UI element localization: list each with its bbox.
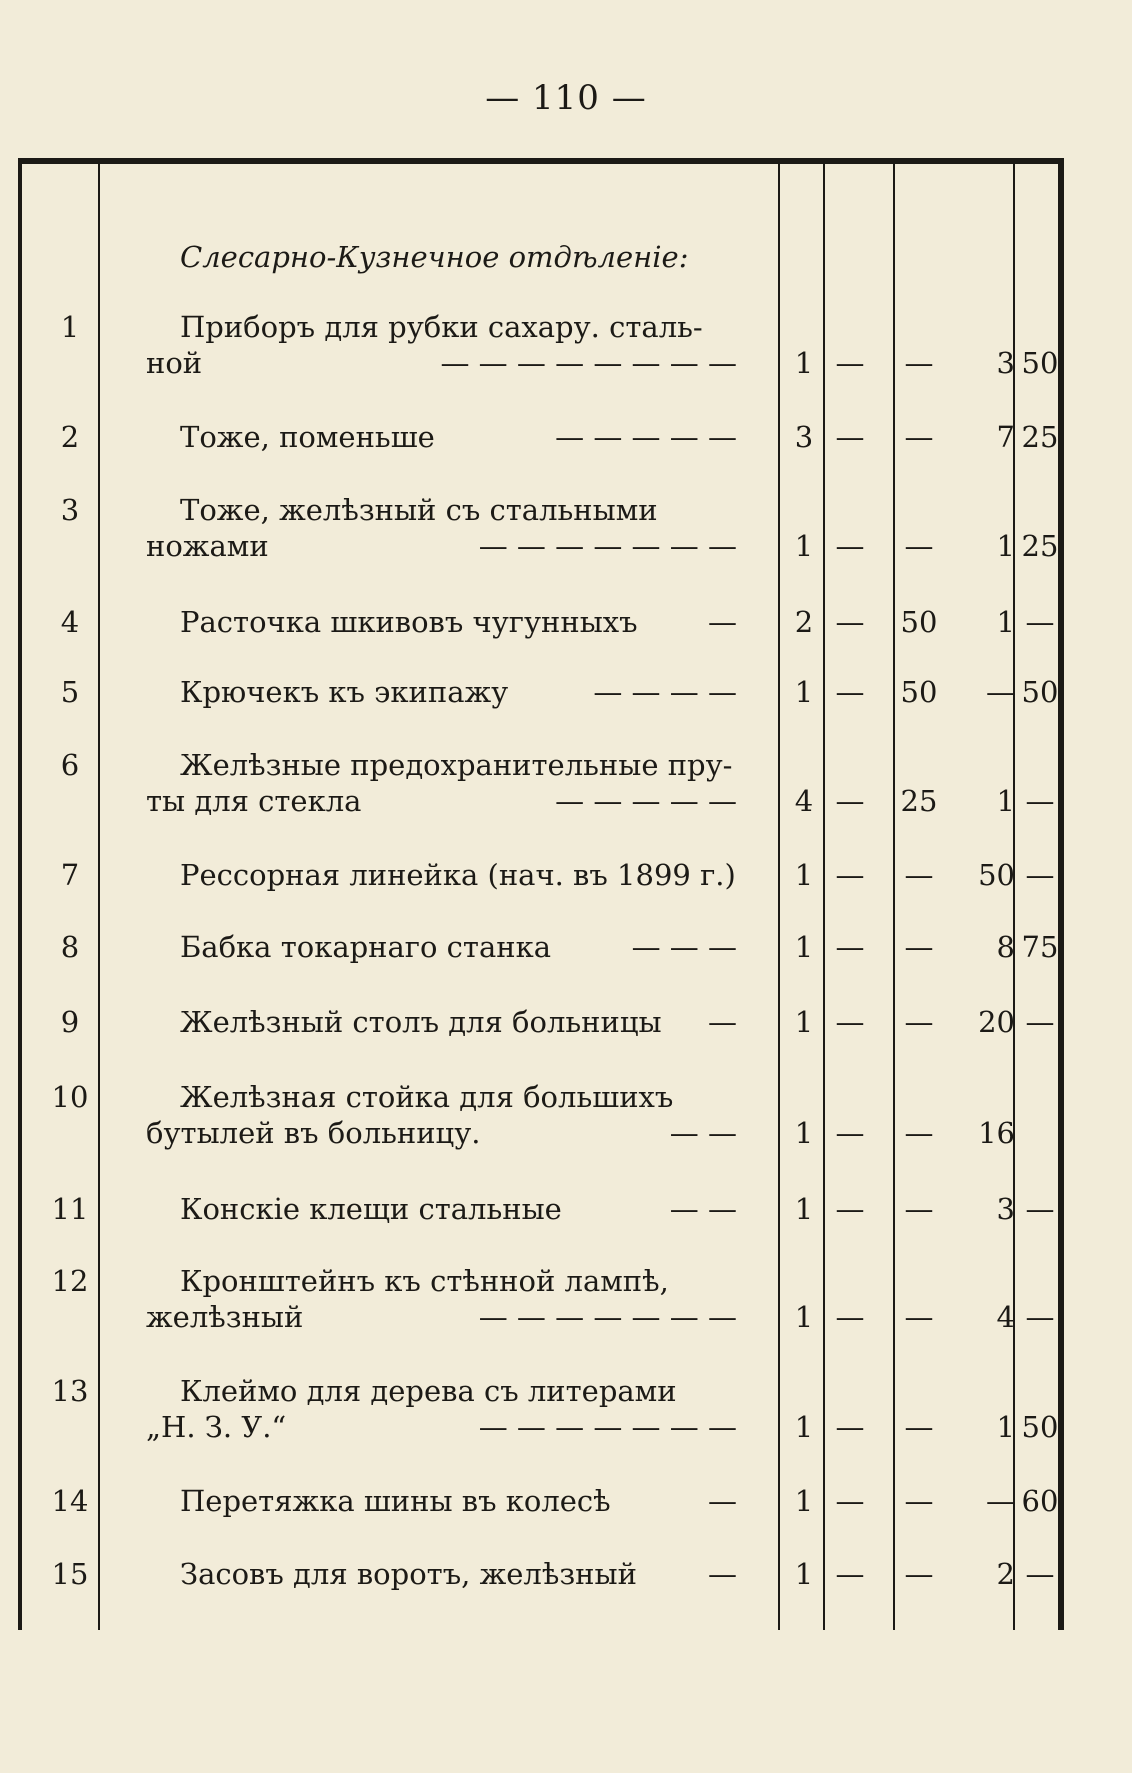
column-a-value: — <box>835 930 865 964</box>
column-c-value: 8 <box>996 930 1015 964</box>
column-c-value: 3 <box>996 346 1015 380</box>
leader-dashes: — — — — — <box>555 784 737 818</box>
column-c-value: 1 <box>996 605 1015 639</box>
item-description: Рессорная линейка (нач. въ 1899 г.) <box>180 858 736 892</box>
quantity-value: 4 <box>794 784 814 818</box>
leader-dashes: — — — — — — — <box>478 1300 737 1334</box>
item-description: Кронштейнъ къ стѣнной лампѣ, <box>180 1264 669 1298</box>
row-number: 12 <box>51 1264 89 1298</box>
row-number: 2 <box>60 420 80 454</box>
column-a-value: — <box>835 420 865 454</box>
quantity-value: 1 <box>794 1410 814 1444</box>
item-description: Расточка шкивовъ чугунныхъ <box>180 605 638 639</box>
column-c-value: 1 <box>996 1410 1015 1444</box>
row-number: 15 <box>51 1557 89 1591</box>
item-description-cont: ножами <box>146 529 269 563</box>
column-c-value: 20 <box>978 1005 1015 1039</box>
quantity-value: 1 <box>794 1005 814 1039</box>
column-c-value: — <box>986 1484 1015 1518</box>
table-row <box>0 310 1132 380</box>
column-c-value: 4 <box>996 1300 1015 1334</box>
table-row <box>0 930 1132 1000</box>
item-description: Желѣзная стойка для большихъ <box>180 1080 674 1114</box>
quantity-value: 1 <box>794 675 814 709</box>
quantity-value: 3 <box>794 420 814 454</box>
item-description: Засовъ для воротъ, желѣзный <box>180 1557 637 1591</box>
item-description: Перетяжка шины въ колесѣ <box>180 1484 611 1518</box>
column-d-value: — <box>1025 858 1055 892</box>
table-row <box>0 675 1132 745</box>
quantity-value: 1 <box>794 1300 814 1334</box>
column-a-value: — <box>835 1484 865 1518</box>
column-b-value: — <box>904 529 934 563</box>
item-description: Клеймо для дерева съ литерами <box>180 1374 677 1408</box>
column-a-value: — <box>835 1300 865 1334</box>
table-row <box>0 1374 1132 1444</box>
column-a-value: — <box>835 605 865 639</box>
leader-dashes: — — <box>669 1116 737 1150</box>
column-d-value: 25 <box>1021 529 1059 563</box>
column-d-value: — <box>1025 1557 1055 1591</box>
leader-dashes: — — — <box>631 930 737 964</box>
leader-dashes: — — — — — — — — <box>440 346 737 380</box>
quantity-value: 1 <box>794 1484 814 1518</box>
table-row <box>0 748 1132 818</box>
quantity-value: 1 <box>794 529 814 563</box>
column-d-value: — <box>1025 1300 1055 1334</box>
column-b-value: — <box>904 930 934 964</box>
item-description: Конскіе клещи стальные <box>180 1192 562 1226</box>
item-description: Желѣзный столъ для больницы <box>180 1005 662 1039</box>
table-row <box>0 420 1132 490</box>
column-c-value: — <box>986 675 1015 709</box>
row-number: 8 <box>60 930 80 964</box>
column-b-value: — <box>904 1300 934 1334</box>
quantity-value: 1 <box>794 858 814 892</box>
column-a-value: — <box>835 1557 865 1591</box>
column-d-value: 25 <box>1021 420 1059 454</box>
quantity-value: 1 <box>794 1116 814 1150</box>
column-b-value: — <box>904 1116 934 1150</box>
item-description: Крючекъ къ экипажу <box>180 675 509 709</box>
column-d-value: 75 <box>1021 930 1059 964</box>
column-b-value: 25 <box>900 784 938 818</box>
row-number: 4 <box>60 605 80 639</box>
column-a-value: — <box>835 1116 865 1150</box>
column-d-value: 50 <box>1021 675 1059 709</box>
row-number: 1 <box>60 310 80 344</box>
quantity-value: 1 <box>794 1557 814 1591</box>
row-number: 5 <box>60 675 80 709</box>
table-row <box>0 858 1132 928</box>
table-row <box>0 1192 1132 1262</box>
item-description: Желѣзные предохранительные пру- <box>180 748 733 782</box>
column-c-value: 7 <box>996 420 1015 454</box>
leader-dashes: — — — — — — — <box>478 529 737 563</box>
quantity-value: 1 <box>794 930 814 964</box>
column-d-value: — <box>1025 605 1055 639</box>
item-description: Приборъ для рубки сахару. сталь- <box>180 310 703 344</box>
item-description-cont: ты для стекла <box>146 784 362 818</box>
column-b-value: — <box>904 1192 934 1226</box>
section-heading: Слесарно-Кузнечное отдѣленіе: <box>180 240 689 274</box>
column-b-value: — <box>904 1484 934 1518</box>
column-a-value: — <box>835 675 865 709</box>
quantity-value: 2 <box>794 605 814 639</box>
column-c-value: 16 <box>978 1116 1015 1150</box>
item-description-cont: „Н. З. У.“ <box>146 1410 287 1444</box>
column-d-value: — <box>1025 1192 1055 1226</box>
column-d-value: 50 <box>1021 346 1059 380</box>
page-number: — 110 — <box>485 78 647 118</box>
row-number: 14 <box>51 1484 89 1518</box>
item-description: Тоже, желѣзный съ стальными <box>180 493 658 527</box>
quantity-value: 1 <box>794 1192 814 1226</box>
leader-dashes: — — — — — <box>555 420 737 454</box>
row-number: 10 <box>51 1080 89 1114</box>
leader-dashes: — — — — — — — <box>478 1410 737 1444</box>
row-number: 6 <box>60 748 80 782</box>
column-c-value: 3 <box>996 1192 1015 1226</box>
table-row <box>0 1005 1132 1075</box>
column-a-value: — <box>835 858 865 892</box>
row-number: 3 <box>60 493 80 527</box>
column-c-value: 2 <box>996 1557 1015 1591</box>
column-b-value: — <box>904 420 934 454</box>
leader-dashes: — <box>708 605 737 639</box>
item-description-cont: желѣзный <box>146 1300 304 1334</box>
column-a-value: — <box>835 1192 865 1226</box>
column-d-value: — <box>1025 784 1055 818</box>
column-a-value: — <box>835 1410 865 1444</box>
column-d-value: — <box>1025 1005 1055 1039</box>
column-c-value: 1 <box>996 784 1015 818</box>
item-description-cont: бутылей въ больницу. <box>146 1116 481 1150</box>
row-number: 13 <box>51 1374 89 1408</box>
column-a-value: — <box>835 346 865 380</box>
column-b-value: — <box>904 1557 934 1591</box>
row-number: 11 <box>51 1192 89 1226</box>
column-a-value: — <box>835 1005 865 1039</box>
item-description-cont: ной <box>146 346 203 380</box>
column-d-value: 60 <box>1021 1484 1059 1518</box>
column-b-value: 50 <box>900 675 938 709</box>
item-description: Бабка токарнаго станка <box>180 930 551 964</box>
column-c-value: 1 <box>996 529 1015 563</box>
leader-dashes: — <box>708 1484 737 1518</box>
column-b-value: — <box>904 1410 934 1444</box>
table-row <box>0 605 1132 675</box>
item-description: Тоже, поменьше <box>180 420 435 454</box>
leader-dashes: — — <box>669 1192 737 1226</box>
column-b-value: — <box>904 1005 934 1039</box>
table-row <box>0 1264 1132 1334</box>
table-row <box>0 1080 1132 1150</box>
quantity-value: 1 <box>794 346 814 380</box>
row-number: 9 <box>60 1005 80 1039</box>
column-d-value: 50 <box>1021 1410 1059 1444</box>
table-top-rule <box>18 158 1064 164</box>
column-b-value: 50 <box>900 605 938 639</box>
row-number: 7 <box>60 858 80 892</box>
column-a-value: — <box>835 784 865 818</box>
table-row <box>0 493 1132 563</box>
leader-dashes: — — — — <box>593 675 737 709</box>
column-b-value: — <box>904 858 934 892</box>
column-a-value: — <box>835 529 865 563</box>
column-b-value: — <box>904 346 934 380</box>
column-c-value: 50 <box>978 858 1015 892</box>
table-row <box>0 1484 1132 1554</box>
leader-dashes: — <box>708 1557 737 1591</box>
table-row <box>0 1557 1132 1627</box>
leader-dashes: — <box>708 1005 737 1039</box>
